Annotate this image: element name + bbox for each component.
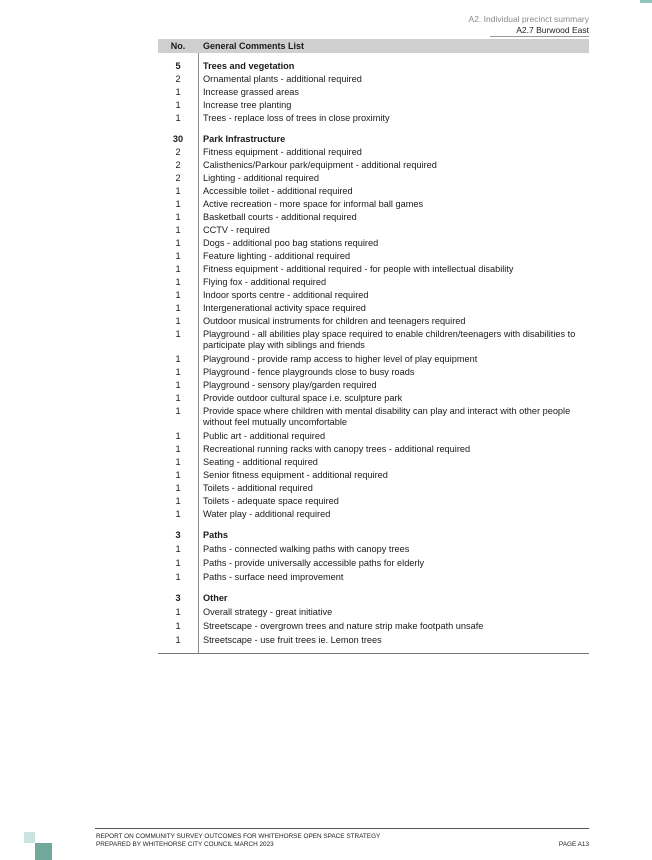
table-header bbox=[158, 39, 589, 53]
comment-row bbox=[158, 633, 589, 647]
comment-row bbox=[158, 605, 589, 619]
table-body bbox=[158, 53, 589, 654]
comment-count: 1 bbox=[175, 329, 181, 339]
comment-count: 1 bbox=[175, 367, 181, 377]
comment-count: 1 bbox=[175, 558, 181, 568]
comment-count: 1 bbox=[175, 406, 181, 416]
page-header bbox=[469, 14, 589, 36]
comment-text: Dogs - additional poo bag stations required bbox=[203, 238, 379, 248]
comment-count: 1 bbox=[175, 431, 181, 441]
page-footer bbox=[96, 833, 589, 849]
comment-row bbox=[158, 430, 589, 443]
comment-count: 1 bbox=[175, 277, 181, 287]
comment-count: 1 bbox=[175, 354, 181, 364]
comment-count: 1 bbox=[175, 303, 181, 313]
group-total: 30 bbox=[172, 134, 184, 144]
comment-text: Provide outdoor cultural space i.e. sculpture park bbox=[203, 393, 403, 403]
comment-text: Active recreation - more space for informal ball games bbox=[203, 199, 424, 209]
comment-row bbox=[158, 99, 589, 112]
header-divider bbox=[490, 36, 589, 37]
comment-count: 1 bbox=[175, 251, 181, 261]
comment-text: Public art - additional required bbox=[203, 431, 326, 441]
comment-row bbox=[158, 542, 589, 556]
comment-text: Outdoor musical instruments for children and teenagers required bbox=[203, 316, 466, 326]
comment-text: Indoor sports centre - additional required bbox=[203, 290, 369, 300]
footer-prepared-by: PREPARED BY WHITEHORSE CITY COUNCIL MARCH 2023 bbox=[96, 841, 274, 848]
comment-text: Basketball courts - additional required bbox=[203, 212, 357, 222]
comment-text: Intergenerational activity space required bbox=[203, 303, 366, 313]
comment-text: Accessible toilet - additional required bbox=[203, 186, 353, 196]
group-title: Park Infrastructure bbox=[203, 134, 286, 144]
comment-row bbox=[158, 237, 589, 250]
comment-count: 1 bbox=[175, 483, 181, 493]
comment-text: Paths - provide universally accessible paths for elderly bbox=[203, 558, 425, 568]
group-total: 5 bbox=[175, 61, 181, 71]
comment-row bbox=[158, 159, 589, 172]
comment-text: Increase tree planting bbox=[203, 100, 292, 110]
comment-count: 2 bbox=[175, 147, 181, 157]
comment-text: Toilets - additional required bbox=[203, 483, 313, 493]
comment-group bbox=[158, 521, 589, 584]
comment-text: Fitness equipment - additional required bbox=[203, 147, 362, 157]
comment-text: Seating - additional required bbox=[203, 457, 318, 467]
group-heading-row bbox=[158, 529, 589, 542]
comment-count: 1 bbox=[175, 544, 181, 554]
comment-row bbox=[158, 495, 589, 508]
comment-row bbox=[158, 172, 589, 185]
group-title: Other bbox=[203, 593, 228, 603]
comment-row bbox=[158, 469, 589, 482]
comment-row bbox=[158, 443, 589, 456]
comment-row bbox=[158, 556, 589, 570]
comment-row bbox=[158, 328, 589, 351]
comment-row bbox=[158, 392, 589, 405]
comment-row bbox=[158, 250, 589, 263]
section-title: A2. Individual precinct summary bbox=[468, 14, 589, 24]
comments-table bbox=[158, 39, 589, 654]
comment-count: 1 bbox=[175, 457, 181, 467]
comment-count: 1 bbox=[175, 113, 181, 123]
comment-text: Fitness equipment - additional required - for people with intellectual disability bbox=[203, 264, 514, 274]
comment-row bbox=[158, 211, 589, 224]
comment-row bbox=[158, 73, 589, 86]
comment-row bbox=[158, 224, 589, 237]
comment-count: 2 bbox=[175, 74, 181, 84]
comment-count: 1 bbox=[175, 225, 181, 235]
comment-count: 1 bbox=[175, 444, 181, 454]
comment-count: 1 bbox=[175, 572, 181, 582]
comment-text: Streetscape - use fruit trees ie. Lemon trees bbox=[203, 635, 382, 645]
comment-text: Playground - fence playgrounds close to busy roads bbox=[203, 367, 415, 377]
comment-count: 1 bbox=[175, 607, 181, 617]
precinct-title: A2.7 Burwood East bbox=[516, 25, 589, 35]
comment-count: 1 bbox=[175, 509, 181, 519]
comment-count: 1 bbox=[175, 470, 181, 480]
comment-text: Streetscape - overgrown trees and nature strip make footpath unsafe bbox=[203, 621, 484, 631]
comment-text: Increase grassed areas bbox=[203, 87, 300, 97]
comment-count: 1 bbox=[175, 290, 181, 300]
group-total: 3 bbox=[175, 593, 181, 603]
group-heading-row bbox=[158, 133, 589, 146]
comment-row bbox=[158, 86, 589, 99]
comment-text: Toilets - adequate space required bbox=[203, 496, 339, 506]
comment-count: 2 bbox=[175, 173, 181, 183]
comment-text: Trees - replace loss of trees in close proximity bbox=[203, 113, 390, 123]
comment-text: Paths - connected walking paths with canopy trees bbox=[203, 544, 410, 554]
comment-row bbox=[158, 302, 589, 315]
comment-row bbox=[158, 619, 589, 633]
comment-row bbox=[158, 353, 589, 366]
group-heading-row bbox=[158, 60, 589, 73]
comment-text: Water play - additional required bbox=[203, 509, 331, 519]
comment-row bbox=[158, 185, 589, 198]
footer-report-title: REPORT ON COMMUNITY SURVEY OUTCOMES FOR WHITEHORSE OPEN SPACE STRATEGY bbox=[96, 833, 381, 840]
comment-text: Senior fitness equipment - additional required bbox=[203, 470, 388, 480]
column-header-no: No. bbox=[170, 41, 186, 51]
comment-count: 1 bbox=[175, 393, 181, 403]
comment-row bbox=[158, 198, 589, 211]
comment-group bbox=[158, 584, 589, 647]
comment-row bbox=[158, 456, 589, 469]
comment-count: 1 bbox=[175, 635, 181, 645]
comment-row bbox=[158, 289, 589, 302]
comment-count: 1 bbox=[175, 87, 181, 97]
group-title: Paths bbox=[203, 530, 229, 540]
comment-count: 1 bbox=[175, 496, 181, 506]
corner-accent bbox=[640, 0, 652, 3]
comment-row bbox=[158, 315, 589, 328]
column-header-comments: General Comments List bbox=[203, 41, 305, 51]
decorative-square-light bbox=[24, 832, 35, 843]
comment-row bbox=[158, 405, 589, 428]
group-title: Trees and vegetation bbox=[203, 61, 295, 71]
comment-text: Flying fox - additional required bbox=[203, 277, 327, 287]
comment-count: 1 bbox=[175, 264, 181, 274]
comment-row bbox=[158, 263, 589, 276]
comment-row bbox=[158, 276, 589, 289]
comment-count: 1 bbox=[175, 186, 181, 196]
comment-row bbox=[158, 508, 589, 521]
comment-text: CCTV - required bbox=[203, 225, 270, 235]
page-number: PAGE A13 bbox=[558, 841, 589, 848]
decorative-square-dark bbox=[35, 843, 52, 860]
comment-text: Recreational running racks with canopy trees - additional required bbox=[203, 444, 471, 454]
comment-row bbox=[158, 482, 589, 495]
comment-text: Playground - all abilities play space required to enable children/teenagers with disabilities to participate play with siblings and friends bbox=[203, 329, 576, 350]
group-heading-row bbox=[158, 592, 589, 605]
comment-group bbox=[158, 125, 589, 521]
comment-count: 1 bbox=[175, 380, 181, 390]
footer-divider bbox=[95, 828, 589, 829]
comment-row bbox=[158, 570, 589, 584]
comment-group bbox=[158, 53, 589, 125]
comment-text: Lighting - additional required bbox=[203, 173, 319, 183]
comment-text: Ornamental plants - additional required bbox=[203, 74, 362, 84]
comment-text: Calisthenics/Parkour park/equipment - additional required bbox=[203, 160, 437, 170]
comment-text: Overall strategy - great initiative bbox=[203, 607, 333, 617]
comment-count: 2 bbox=[175, 160, 181, 170]
comment-count: 1 bbox=[175, 100, 181, 110]
comment-count: 1 bbox=[175, 621, 181, 631]
comment-count: 1 bbox=[175, 238, 181, 248]
comment-text: Paths - surface need improvement bbox=[203, 572, 344, 582]
comment-text: Provide space where children with mental disability can play and interact with other people without feel mutually uncomfortable bbox=[203, 406, 571, 427]
comment-text: Playground - provide ramp access to higher level of play equipment bbox=[203, 354, 478, 364]
comment-row bbox=[158, 146, 589, 159]
comment-row bbox=[158, 112, 589, 125]
comment-row bbox=[158, 379, 589, 392]
comment-text: Feature lighting - additional required bbox=[203, 251, 351, 261]
comment-count: 1 bbox=[175, 212, 181, 222]
comment-count: 1 bbox=[175, 199, 181, 209]
group-total: 3 bbox=[175, 530, 181, 540]
comment-text: Playground - sensory play/garden required bbox=[203, 380, 377, 390]
comment-count: 1 bbox=[175, 316, 181, 326]
comment-row bbox=[158, 366, 589, 379]
